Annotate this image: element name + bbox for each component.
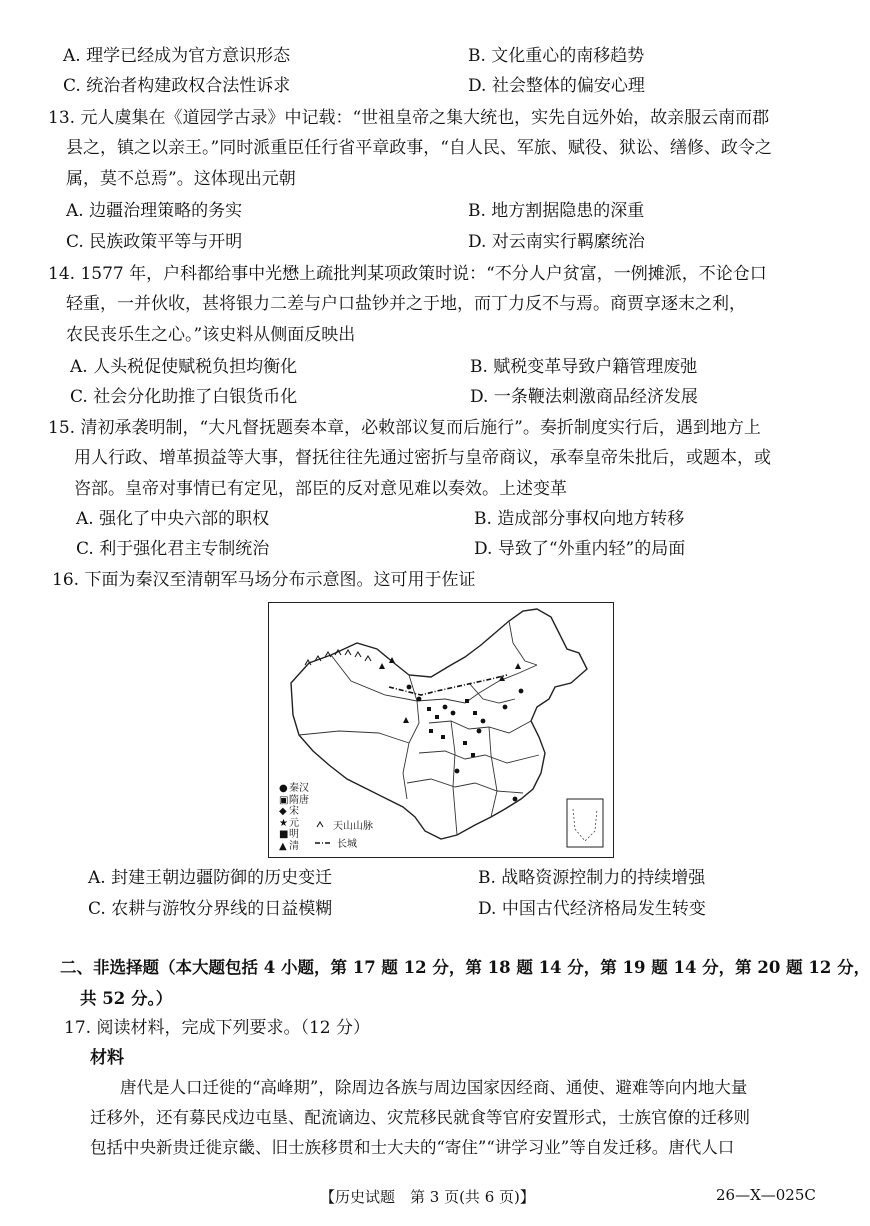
q15-option-c: C. 利于强化君主专制统治	[76, 539, 270, 559]
q12-option-b: B. 文化重心的南移趋势	[468, 46, 645, 66]
q14-stem-line-3: 农民丧乐生之心。”该史料从侧面反映出	[66, 325, 356, 345]
map-legend	[279, 783, 309, 852]
q16-option-d: D. 中国古代经济格局发生转变	[478, 899, 706, 919]
china-border	[291, 609, 587, 839]
q15-option-d: D. 导致了“外重内轻”的局面	[474, 539, 686, 559]
q12-option-d: D. 社会整体的偏安心理	[468, 76, 645, 96]
q17-material-line-1: 唐代是人口迁徙的“高峰期”，除周边各族与周边国家因经商、通使、避难等向内地大量	[120, 1078, 748, 1097]
q14-stem-line-2: 轻重，一并伙收，甚将银力二差与户口盐钞并之于地，而丁力反不与焉。商贾享逐末之利，	[66, 294, 746, 314]
tianshan-key-symbol	[317, 822, 323, 827]
section2-heading-line-1: 二、非选择题（本大题包括 4 小题，第 17 题 12 分，第 18 题 14 分，第 19 题 14 分，第 20 题 12 分，	[60, 958, 870, 977]
q14-option-c: C. 社会分化助推了白银货币化	[70, 387, 298, 407]
q15-option-a: A. 强化了中央六部的职权	[76, 509, 270, 529]
q14-option-b: B. 赋税变革导致户籍管理废弛	[470, 357, 698, 377]
page-footer-code: 26—X—025C	[716, 1186, 816, 1204]
q13-stem-line-1: 13. 元人虞集在《道园学古录》中记载：“世祖皇帝之集大统也，实先自远外始，故亲服云南而郡	[48, 108, 770, 128]
legend-tianshan-label: 天山山脉	[333, 821, 373, 832]
legend-item-ming: ■明	[279, 829, 299, 840]
q13-stem-line-3: 属，莫不总焉”。这体现出元朝	[66, 169, 296, 189]
q12-option-a: A. 理学已经成为官方意识形态	[63, 46, 291, 66]
q17-material-line-3: 包括中央新贵迁徙京畿、旧士族移贯和士大夫的“寄住”“讲学习业”等自发迁移。唐代人口	[90, 1138, 735, 1157]
q14-option-d: D. 一条鞭法刺激商品经济发展	[470, 387, 698, 407]
legend-item-yuan: ★元	[279, 817, 299, 829]
q13-stem-line-2: 县之，镇之以亲王。”同时派重臣任行省平章政事，“自人民、军旅、赋役、狱讼、缮修、政令之	[66, 138, 772, 158]
q16-stem: 16. 下面为秦汉至清朝军马场分布示意图。这可用于佐证	[52, 570, 476, 590]
q15-stem-line-2: 用人行政、增革损益等大事，督抚往往先通过密折与皇帝商议，承奉皇帝朱批后，或题本，或	[74, 448, 771, 468]
south-china-sea-inset	[567, 799, 603, 847]
q17-material-line-2: 迁移外，还有募民戍边屯垦、配流谪边、灾荒移民就食等官府安置形式，士族官僚的迁移则	[90, 1108, 750, 1127]
q14-option-a: A. 人头税促使赋税负担均衡化	[70, 357, 298, 377]
q16-option-b: B. 战略资源控制力的持续增强	[478, 868, 706, 888]
q17-material-label: 材料	[90, 1048, 124, 1068]
legend-great-wall-label: 长城	[337, 839, 357, 850]
legend-item-qing: ▲ 清	[279, 840, 299, 852]
q15-option-b: B. 造成部分事权向地方转移	[474, 509, 685, 529]
military-horse-farm-map	[268, 602, 614, 858]
q16-option-c: C. 农耕与游牧分界线的日益模糊	[88, 899, 333, 919]
q13-option-b: B. 地方割据隐患的深重	[468, 201, 645, 221]
q15-stem-line-3: 咨部。皇帝对事情已有定见，部臣的反对意见难以奏效。上述变革	[74, 479, 567, 499]
legend-item-song: ◆ 宋	[279, 806, 299, 817]
china-outline-map	[269, 603, 612, 856]
legend-item-suitang: ▣隋唐	[279, 794, 309, 806]
q13-option-d: D. 对云南实行羁縻统治	[468, 232, 645, 252]
horse-farm-markers	[379, 657, 523, 801]
q17-stem: 17. 阅读材料，完成下列要求。（12 分）	[64, 1018, 370, 1038]
q13-option-a: A. 边疆治理策略的务实	[66, 201, 243, 221]
page-footer-title: 【历史试题 第 3 页(共 6 页)】	[320, 1188, 535, 1206]
q15-stem-line-1: 15. 清初承袭明制，“大凡督抚题奏本章，必敕部议复而后施行”。奏折制度实行后，遇到地方上	[48, 418, 761, 438]
great-wall-line	[389, 675, 507, 695]
legend-item-qinhan: ●秦汉	[279, 783, 309, 794]
section2-heading-line-2: 共 52 分。）	[80, 989, 173, 1008]
q14-stem-line-1: 14. 1577 年，户科都给事中光懋上疏批判某项政策时说：“不分人户贫富，一例摊派，不论仓口	[48, 264, 767, 284]
q16-option-a: A. 封建王朝边疆防御的历史变迁	[88, 868, 333, 888]
q13-option-c: C. 民族政策平等与开明	[66, 232, 243, 252]
q12-option-c: C. 统治者构建政权合法性诉求	[63, 76, 291, 96]
